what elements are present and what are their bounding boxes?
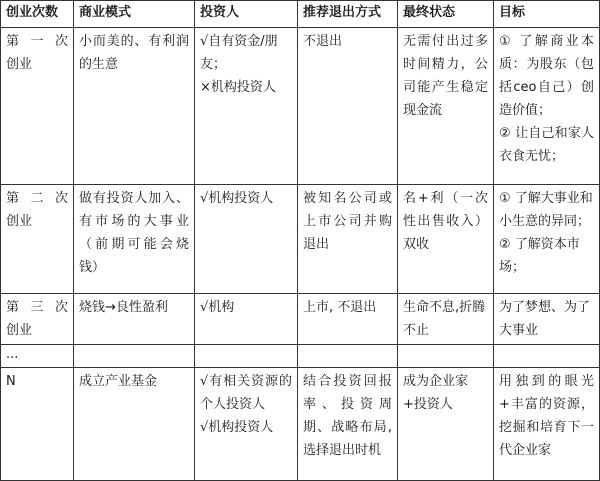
exit-cell: 不退出 xyxy=(298,28,398,185)
investor-line: √机构投资人 xyxy=(200,420,274,435)
model-cell: 小而美的、有利润的生意 xyxy=(74,28,195,185)
investors-cell xyxy=(195,345,298,368)
investor-line: √机构 xyxy=(200,300,235,315)
table-row xyxy=(1,185,600,294)
investor-line: √机构投资人 xyxy=(200,191,274,206)
goal-line: ① 了解大事业和小生意的异同； xyxy=(499,191,593,229)
exit-cell: 结合投资回报率、投资周期、战略布局, 选择退出时机 xyxy=(298,368,398,481)
exit-cell: 上市, 不退出 xyxy=(298,294,398,345)
header-business-model: 商业模式 xyxy=(74,1,195,28)
table-row xyxy=(1,294,600,345)
investors-cell xyxy=(195,368,298,481)
goal-cell xyxy=(494,185,600,294)
status-cell: 成为企业家+投资人 xyxy=(398,368,494,481)
model-cell: 烧钱→良性盈利 xyxy=(74,294,195,345)
round-cell: 第 三 次 创业 xyxy=(1,294,74,345)
goal-line: ① 了解商业本质：为股东（包括ceo自己）创造价值； xyxy=(499,34,594,118)
exit-cell xyxy=(298,345,398,368)
model-cell xyxy=(74,345,195,368)
goal-line: 为了梦想、为了大事业 xyxy=(499,300,591,338)
header-investors: 投资人 xyxy=(195,1,298,28)
goal-cell xyxy=(494,345,600,368)
round-cell: 第 一 次 创业 xyxy=(1,28,74,185)
investor-line: √有相关资源的个人投资人 xyxy=(200,374,292,412)
table-row xyxy=(1,368,600,481)
goal-line: 用独到的眼光+丰富的资源，挖掘和培育下一代企业家 xyxy=(499,374,594,458)
model-cell: 做有投资人加入、有市场的大事业（前期可能会烧钱） xyxy=(74,185,195,294)
goal-line: ② 了解资本市场； xyxy=(499,237,580,275)
investor-line: ×机构投资人 xyxy=(200,80,276,95)
header-round: 创业次数 xyxy=(1,1,74,28)
status-cell: 无需付出过多时间精力，公司能产生稳定现金流 xyxy=(398,28,494,185)
header-goal: 目标 xyxy=(494,1,600,28)
table-row xyxy=(1,28,600,185)
investor-line: √自有资金/朋友； xyxy=(200,34,278,72)
goal-line: ② 让自己和家人衣食无忧； xyxy=(499,126,594,164)
status-cell xyxy=(398,345,494,368)
round-cell: ... xyxy=(1,345,74,368)
header-row xyxy=(1,1,600,28)
investors-cell xyxy=(195,185,298,294)
header-final-status: 最终状态 xyxy=(398,1,494,28)
round-cell: N xyxy=(1,368,74,481)
model-cell: 成立产业基金 xyxy=(74,368,195,481)
investors-cell xyxy=(195,28,298,185)
exit-cell: 被知名公司或上市公司并购退出 xyxy=(298,185,398,294)
status-cell: 名+利（一次性出售收入）双收 xyxy=(398,185,494,294)
investors-cell xyxy=(195,294,298,345)
round-cell: 第 二 次 创业 xyxy=(1,185,74,294)
goal-cell xyxy=(494,368,600,481)
status-cell: 生命不息,折腾不止 xyxy=(398,294,494,345)
header-exit-method: 推荐退出方式 xyxy=(298,1,398,28)
table-row xyxy=(1,345,600,368)
goal-cell xyxy=(494,28,600,185)
goal-cell xyxy=(494,294,600,345)
